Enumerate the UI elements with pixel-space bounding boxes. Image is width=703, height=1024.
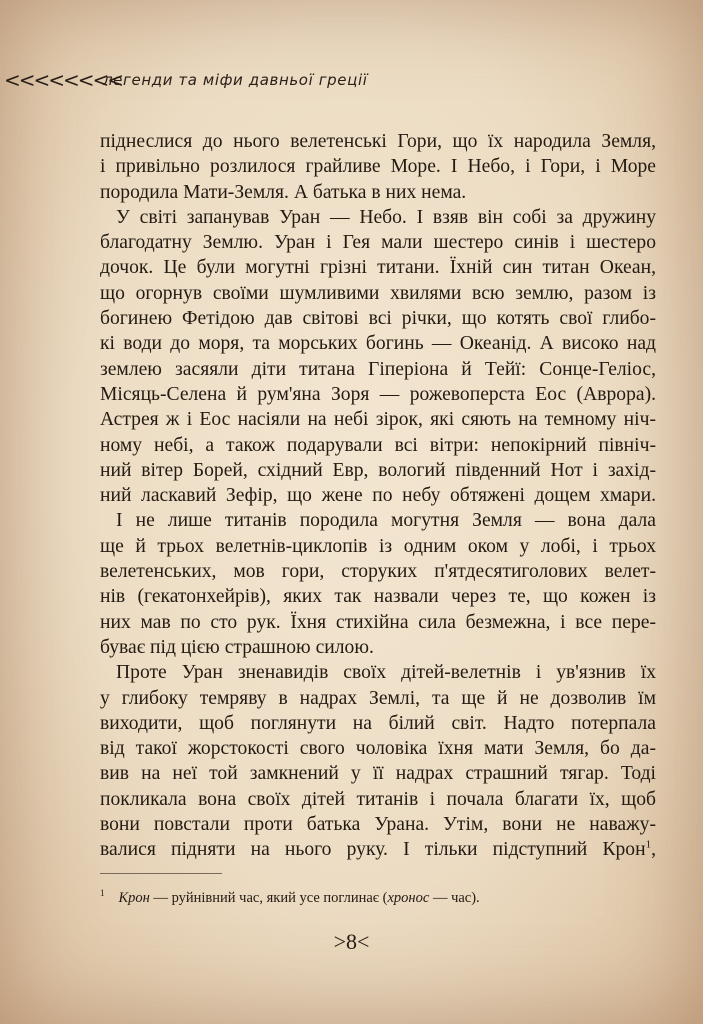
header-title: легенди та міфи давньої греції <box>103 71 368 89</box>
footnote-text-before: — руйнівний час, який усе поглинає ( <box>149 889 388 906</box>
footnote-term2: хронос <box>387 889 430 906</box>
footnote-mark: 1 <box>100 888 105 898</box>
line-end-comma: , <box>651 839 656 861</box>
text-line: виходити, щоб поглянути на білий світ. Надто потерпала <box>100 712 656 734</box>
text-line: що огорнув своїми шумливими хвилями всю землю, разом із <box>100 282 656 304</box>
text-line: буває під цією страшною силою. <box>100 636 374 658</box>
text-line: ще й трьох велетнів-циклопів із одним оком у лобі, і трьох <box>100 535 656 557</box>
footnote-rule <box>100 873 222 874</box>
footnote-term: Крон <box>118 889 150 906</box>
text-line: нів (гекатонхейрів), яких так назвали через те, що кожен із <box>100 586 656 608</box>
text-line: піднеслися до нього велетенські Гори, що їх народила Земля, <box>100 131 656 152</box>
text-line: благодатну Землю. Уран і Гея мали шестеро синів і шестеро <box>100 232 656 254</box>
text-line-content: валися підняти на нього руку. І тільки підступний Крон <box>100 839 646 861</box>
text-line: І не лише титанів породила могутня Земля — вона дала <box>116 510 656 532</box>
text-line: у глибоку темряву в надрах Землі, та ще й не дозволив їм <box>100 687 656 709</box>
text-line: породила Мати-Земля. А батька в них нема. <box>100 181 467 203</box>
text-line: землею засяяли діти титана Гіперіона й Тейї: Сонце-Геліос, <box>100 358 656 380</box>
text-line: і привільно розлилося грайливе Море. І Небо, і Гори, і Море <box>100 156 656 178</box>
text-line: дочок. Це були могутні грізні титани. Їхній син титан Океан, <box>100 257 656 279</box>
text-line: ному небі, а також подарували всі вітри: непокірний північ- <box>100 434 656 456</box>
body-text <box>100 129 656 863</box>
text-line: покликала вона своїх дітей титанів і почала благати їх, щоб <box>100 788 656 810</box>
text-line: від такої жорстокості свого чоловіка їхня мати Земля, бо да- <box>100 738 656 760</box>
footnote <box>100 884 656 907</box>
text-line: Місяць-Селена й рум'яна Зоря — рожевоперста Еос (Аврора). <box>100 383 656 405</box>
footnote-text-after: — час). <box>429 889 480 906</box>
text-line: У світі запанував Уран — Небо. І взяв він собі за дружину <box>116 206 656 228</box>
text-line: Астрея ж і Еос насіяли на небі зірок, які сяють на темному ніч- <box>100 409 656 431</box>
text-line-last <box>100 837 656 862</box>
text-line: кі води до моря, та морських богинь — Океанід. А високо над <box>100 333 656 355</box>
text-line: вив на неї той замкнений у її надрах страшний тягар. Тоді <box>100 763 656 785</box>
text-line: ний вітер Борей, східний Евр, вологий південний Нот і захід- <box>100 459 656 481</box>
text-line: велетенських, мов гори, сторуких п'ятдесятиголових велет- <box>100 561 656 583</box>
page-number-ornament-right: < <box>357 929 370 954</box>
page-number <box>0 928 703 956</box>
page-number-ornament-left: > <box>333 929 346 954</box>
text-line: вони повстали проти батька Урана. Утім, вони не наважу- <box>100 814 656 836</box>
page-number-value: 8 <box>346 929 357 954</box>
running-header <box>0 66 703 94</box>
text-line: ний ласкавий Зефір, що жене по небу обтяжені дощем хмари. <box>100 485 656 507</box>
text-line: богинею Фетідою дав світові всі річки, що котять свої глибо- <box>100 308 656 330</box>
text-line: них мав по сто рук. Їхня стихійна сила безмежна, і все пере- <box>100 611 656 633</box>
footnote-reference[interactable]: 1 <box>645 838 652 851</box>
text-line: Проте Уран зненавидів своїх дітей-велетнів і ув'язнив їх <box>116 662 656 684</box>
header-ornament: <<<<<<<< <box>4 68 123 92</box>
